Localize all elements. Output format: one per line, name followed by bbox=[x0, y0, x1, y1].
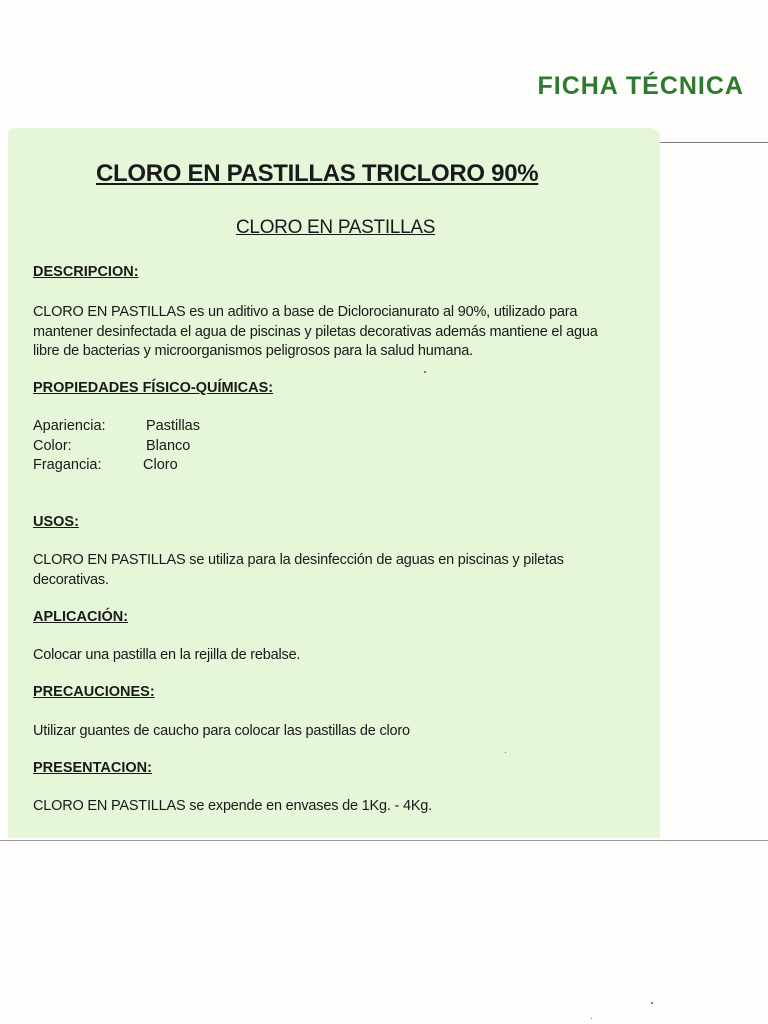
aplicacion-text: Colocar una pastilla en la rejilla de rebalse. bbox=[33, 647, 301, 663]
precauciones-heading: PRECAUCIONES: bbox=[33, 684, 155, 700]
prop-value-apariencia: Pastillas bbox=[146, 418, 200, 434]
propiedades-heading: PROPIEDADES FÍSICO-QUÍMICAS: bbox=[33, 380, 274, 396]
header-divider bbox=[660, 142, 768, 143]
usos-text bbox=[33, 551, 648, 590]
presentacion-heading: PRESENTACION: bbox=[33, 760, 152, 776]
descripcion-heading: DESCRIPCION: bbox=[33, 264, 139, 280]
descripcion-line: CLORO EN PASTILLAS es un aditivo a base de Diclorocianurato al 90%, utilizado para bbox=[33, 304, 578, 320]
prop-label-fragancia: Fragancia: bbox=[33, 457, 102, 473]
prop-label-apariencia: Apariencia: bbox=[33, 418, 106, 434]
scan-speck bbox=[505, 752, 506, 753]
descripcion-line: mantener desinfectada el agua de piscinas y piletas decorativas además mantiene el agua bbox=[33, 323, 598, 340]
scan-speck bbox=[424, 371, 426, 373]
aplicacion-heading: APLICACIÓN: bbox=[33, 609, 129, 625]
usos-line: CLORO EN PASTILLAS se utiliza para la desinfección de aguas en piscinas y piletas bbox=[33, 552, 564, 568]
usos-heading: USOS: bbox=[33, 514, 79, 530]
presentacion-text: CLORO EN PASTILLAS se expende en envases de 1Kg. - 4Kg. bbox=[33, 798, 432, 814]
page-bottom-divider bbox=[0, 840, 768, 841]
descripcion-line: libre de bacterias y microorganismos peligrosos para la salud humana. bbox=[33, 343, 473, 359]
ficha-tecnica-title: FICHA TÉCNICA bbox=[537, 72, 744, 100]
usos-line: decorativas. bbox=[33, 571, 109, 588]
descripcion-text bbox=[33, 303, 648, 362]
product-subtitle: CLORO EN PASTILLAS bbox=[236, 217, 436, 238]
prop-label-color: Color: bbox=[33, 438, 72, 454]
product-title: CLORO EN PASTILLAS TRICLORO 90% bbox=[96, 160, 539, 187]
precauciones-text: Utilizar guantes de caucho para colocar las pastillas de cloro bbox=[33, 723, 410, 739]
scan-speck bbox=[651, 1002, 653, 1004]
prop-value-color: Blanco bbox=[146, 438, 191, 454]
scan-speck bbox=[591, 1018, 592, 1019]
prop-value-fragancia: Cloro bbox=[143, 457, 178, 473]
